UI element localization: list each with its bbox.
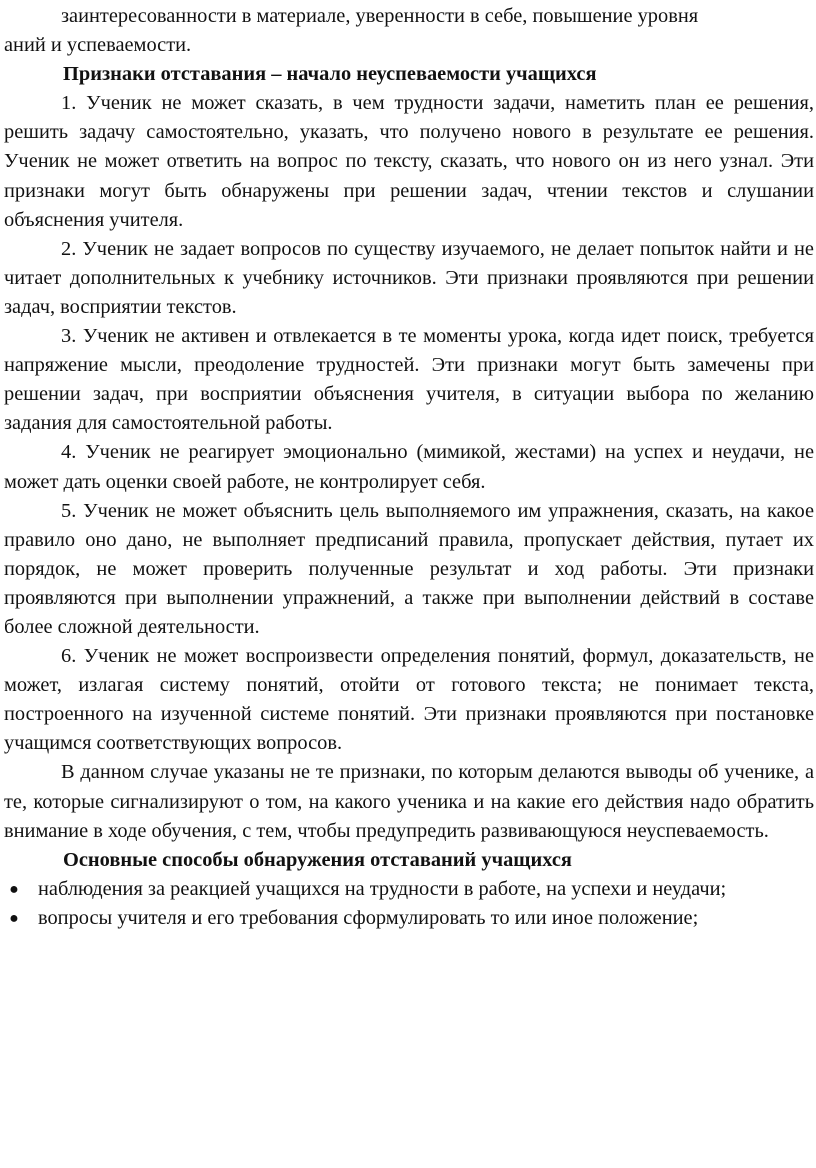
intro-line-1: заинтересованности в материале, уверенности в себе, повышение уровня bbox=[61, 5, 699, 27]
list-item bbox=[4, 875, 814, 904]
list-item bbox=[4, 904, 814, 933]
bullet-dot-icon: ● bbox=[9, 880, 19, 898]
section-heading-methods: Основные способы обнаружения отставаний учащихся bbox=[63, 848, 572, 871]
paragraph-sign-2: 2. Ученик не задает вопросов по существу изучаемого, не делает попыток найти и не читает дополнительных к учебнику источников. Эти признаки проявляются при решении задач, восприятии текстов. bbox=[4, 237, 814, 318]
methods-list bbox=[4, 875, 814, 933]
bullet-dot-icon: ● bbox=[9, 909, 19, 927]
paragraph-conclusion: В данном случае указаны не те признаки, по которым делаются выводы об ученике, а те, которые сигнализируют о том, на какого ученика и на какие его действия надо обратить внимание в ходе обучения, с тем, чтобы предупредить развивающуюся неуспеваемость. bbox=[4, 761, 814, 842]
paragraph-sign-5: 5. Ученик не может объяснить цель выполняемого им упражнения, сказать, на какое правило оно дано, не выполняет предписаний правила, пропускает действия, путает их порядок, не может проверить полученные результат и ход работы. Эти признаки проявляются при выполнении упражнений, а также при выполнении действий в составе более сложной деятельности. bbox=[4, 499, 814, 638]
paragraph-sign-6: 6. Ученик не может воспроизвести определения понятий, формул, доказательств, не может, излагая систему понятий, отойти от готового текста; не понимает текста, построенного на изученной системе понятий. Эти признаки проявляются при постановке учащимся соответствующих вопросов. bbox=[4, 645, 814, 755]
intro-line-2: аний и успеваемости. bbox=[4, 34, 192, 57]
list-item-text: наблюдения за реакцией учащихся на трудности в работе, на успехи и неудачи; bbox=[38, 877, 727, 900]
paragraph-sign-4: 4. Ученик не реагирует эмоционально (мимикой, жестами) на успех и неудачи, не может дать оценки своей работе, не контролирует себя. bbox=[4, 441, 814, 493]
list-item-text: вопросы учителя и его требования сформулировать то или иное положение; bbox=[38, 906, 699, 929]
section-heading-signs: Признаки отставания – начало неуспеваемости учащихся bbox=[63, 63, 597, 86]
paragraph-sign-3: 3. Ученик не активен и отвлекается в те моменты урока, когда идет поиск, требуется напряжение мысли, преодоление трудностей. Эти признаки могут быть замечены при решении задач, при восприятии объяснения учителя, в ситуации выбора по желанию задания для самостоятельной работы. bbox=[4, 325, 814, 435]
paragraph-sign-1: 1. Ученик не может сказать, в чем трудности задачи, наметить план ее решения, решить задачу самостоятельно, указать, что получено нового в результате ее решения. Ученик не может ответить на вопрос по тексту, сказать, что нового он из него узнал. Эти признаки могут быть обнаружены при решении задач, чтении текстов и слушании объяснения учителя. bbox=[4, 92, 814, 231]
